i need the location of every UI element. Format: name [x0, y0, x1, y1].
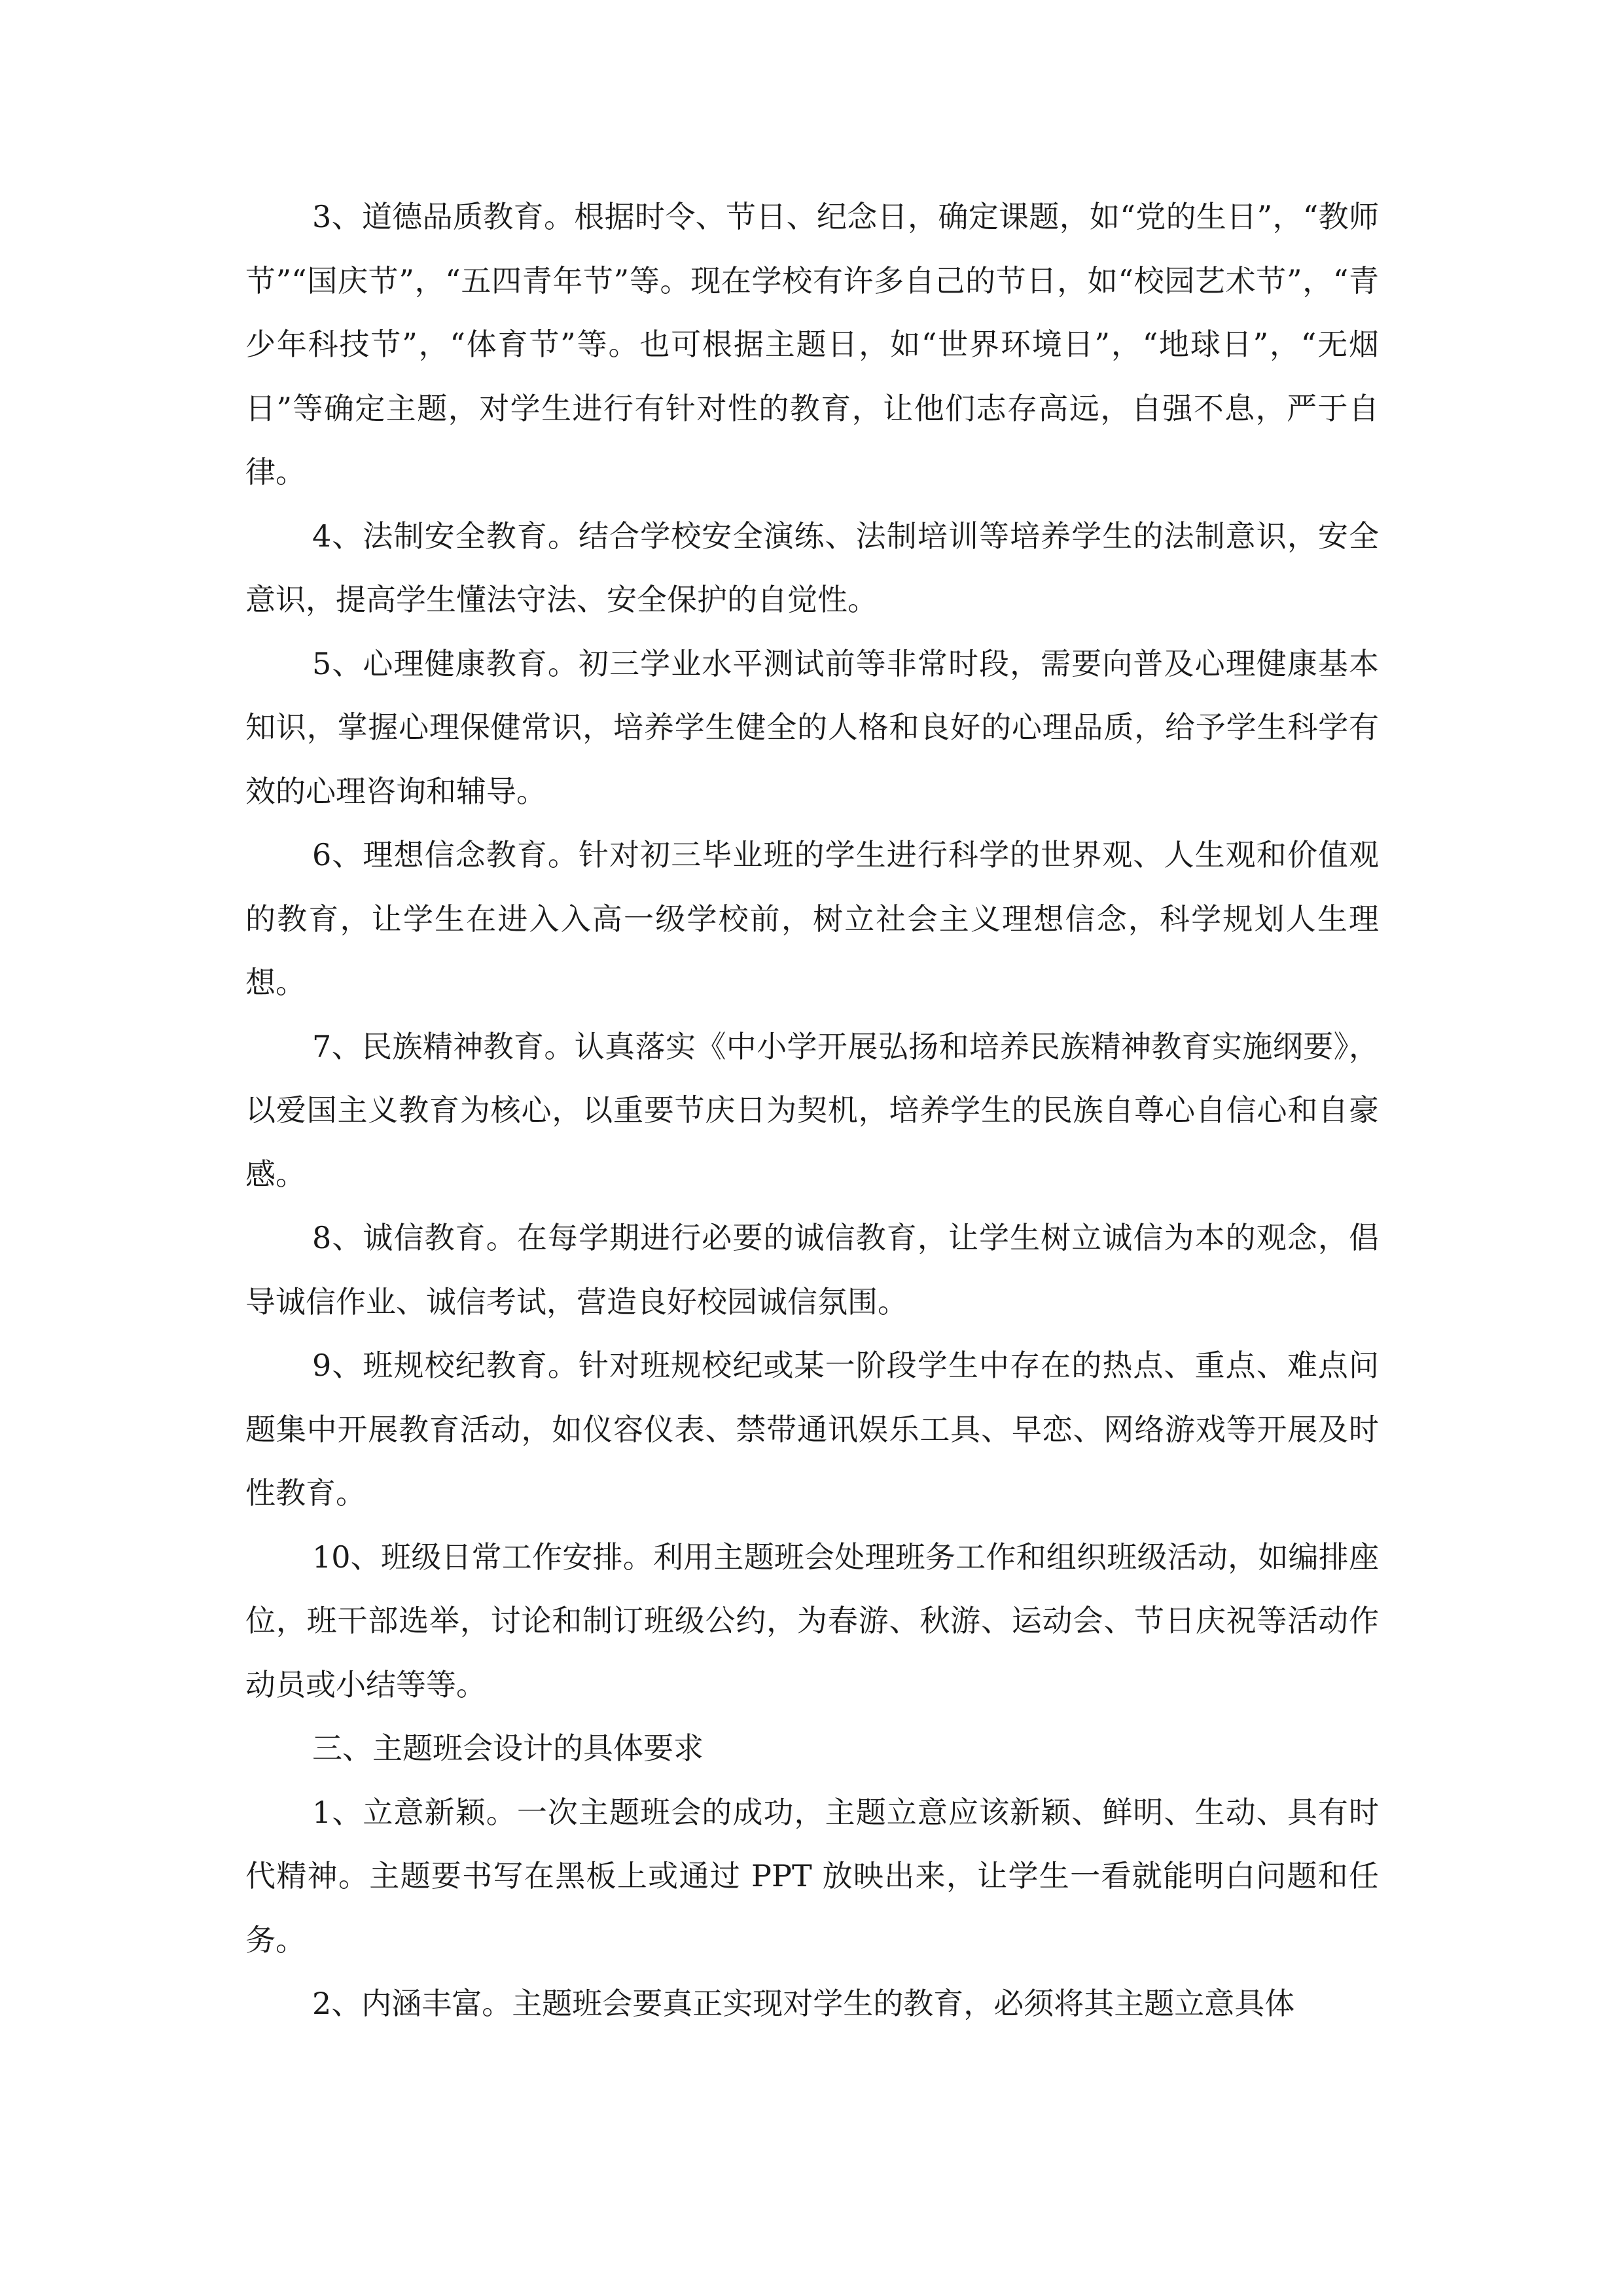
- section-heading: 三、主题班会设计的具体要求: [312, 1731, 704, 1766]
- paragraph-ideals-education: 6、理想信念教育。针对初三毕业班的学生进行科学的世界观、人生观和价值观的教育，让学生在进入入高一级学校前，树立社会主义理想信念，科学规划人生理想。: [245, 837, 1379, 1000]
- paragraph-national-spirit-education: 7、民族精神教育。认真落实《中小学开展弘扬和培养民族精神教育实施纲要》，以爱国主义教育为核心，以重要节庆日为契机，培养学生的民族自尊心自信心和自豪感。: [245, 1028, 1379, 1192]
- paragraph-class-rules-education: 9、班规校纪教育。针对班规校纪或某一阶段学生中存在的热点、重点、难点问题集中开展教育活动，如仪容仪表、禁带通讯娱乐工具、早恋、网络游戏等开展及时性教育。: [245, 1348, 1379, 1511]
- paragraph-requirement-novel-theme: 1、立意新颖。一次主题班会的成功，主题立意应该新颖、鲜明、生动、具有时代精神。主题要书写在黑板上或通过 PPT 放映出来，让学生一看就能明白问题和任务。: [245, 1794, 1379, 1958]
- paragraph-daily-class-work: 10、班级日常工作安排。利用主题班会处理班务工作和组织班级活动，如编排座位，班干部选举，讨论和制订班级公约，为春游、秋游、运动会、节日庆祝等活动作动员或小结等等。: [245, 1539, 1379, 1702]
- paragraph-legal-safety-education: 4、法制安全教育。结合学校安全演练、法制培训等培养学生的法制意识，安全意识，提高学生懂法守法、安全保护的自觉性。: [245, 518, 1379, 617]
- document-page: [245, 185, 1379, 2036]
- paragraph-integrity-education: 8、诚信教育。在每学期进行必要的诚信教育，让学生树立诚信为本的观念，倡导诚信作业、诚信考试，营造良好校园诚信氛围。: [245, 1220, 1379, 1319]
- paragraph-mental-health-education: 5、心理健康教育。初三学业水平测试前等非常时段，需要向普及心理健康基本知识，掌握心理保健常识，培养学生健全的人格和良好的心理品质，给予学生科学有效的心理咨询和辅导。: [245, 645, 1379, 809]
- paragraph-moral-education: 3、道德品质教育。根据时令、节日、纪念日，确定课题，如“党的生日”，“教师节”“国庆节”，“五四青年节”等。现在学校有许多自己的节日，如“校园艺术节”，“青少年科技节”，“体育节”等。也可根据主题日，如“世界环境日”，“地球日”，“无烟日”等确定主题，对学生进行有针对性的教育，让他们志存高远，自强不息，严于自律。: [245, 199, 1379, 490]
- paragraph-requirement-rich-content: 2、内涵丰富。主题班会要真正实现对学生的教育，必须将其主题立意具体: [312, 1986, 1295, 2021]
